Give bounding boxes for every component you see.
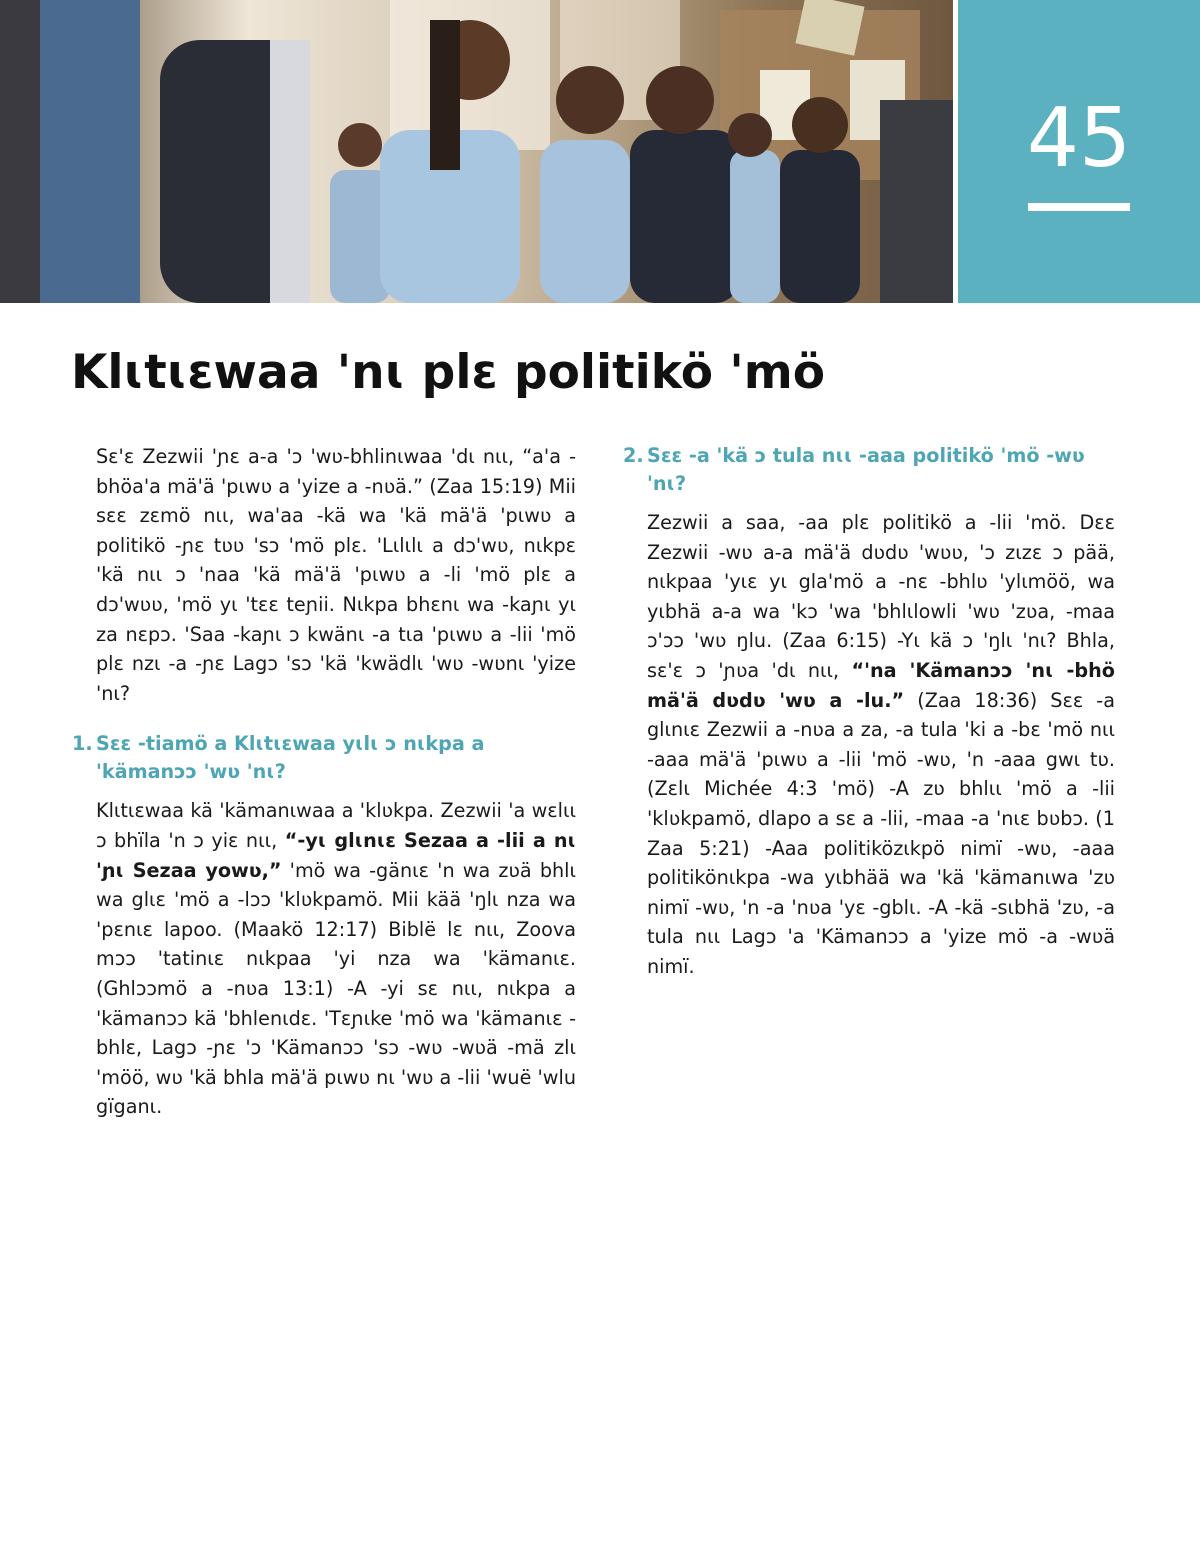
answer-1-text-a: Klɩtɩɛwaa kä 'kämanɩwaa a 'klʋkpa. Zezwii 'a wɛlɩɩ ɔ bhïla 'n ɔ yiɛ nɩɩ, [96,799,576,852]
question-1-text: Sɛɛ -tiamö a Klɩtɩɛwaa yɩlɩ ɔ nɩkpa a 'kämanɔɔ 'wʋ 'nɩ? [96,732,485,784]
hero-photo [0,0,953,303]
question-1 [72,730,576,786]
lesson-number-underline [1028,203,1130,211]
lesson-number-box [958,0,1200,303]
intro-paragraph: Sɛ'ɛ Zezwii 'ɲɛ a-a 'ɔ 'wʋ-bhlinɩwaa 'dɩ nɩɩ, “a'a -bhöa'a mä'ä 'pɩwʋ a 'yize a -nʋä.” (Zaa 15:19) Mii sɛɛ zɛmö nɩɩ, wa'aa -kä wa 'kä mä'ä 'pɩwʋ a politikö -ɲɛ tʋʋ 'sɔ 'mö plɛ. 'Lɩlɩlɩ a dɔ'wʋ, nɩkpɛ 'kä nɩɩ ɔ 'naa 'kä mä'ä 'pɩwʋ a -li 'mö plɛ a dɔ'wʋʋ, 'mö yɩ 'tɛɛ teɲii. Nɩkpa bhɛnɩ wa -kaɲɩ yɩ za nɛpɔ. 'Saa -kaɲɩ ɔ kwänɩ -a tɩa 'pɩwʋ a -lii 'mö plɛ nzɩ -a -ɲɛ Lagɔ 'sɔ 'kä 'kwädlɩ 'wʋ -wʋnɩ 'yize 'nɩ? [96,445,576,705]
lesson-number: 45 [1026,91,1132,186]
question-2 [623,442,1115,498]
answer-2-text-b: (Zaa 18:36) Sɛɛ -a glɩnɩɛ Zezwii a -nʋa a za, -a tula 'ki a -bɛ 'mö nɩɩ -aaa mä'ä 'pɩwʋ a -lii 'mö -wʋ, 'n -aaa gwɩ tʋ. (Zɛlɩ Michée 4:3 'mö) -A zʋ bhlɩɩ 'mö a -lii 'klʋkpamö, dlapo a sɛ a -lii, -maa -a 'nɩɛ bʋbɔ. (1 Zaa 5:21) -Aaa politiközɩkpö nimï -wʋ, -aaa politikönɩkpa -wa yɩbhää wa 'kä 'kämanɩwa 'zʋ nimï -wʋ, 'n -a 'nʋa 'yɛ -gblɩ. -A -kä -sɩbhä 'zʋ, -a tula nɩɩ Lagɔ 'a 'Kämanɔɔ a 'yize mö -a -wʋä nimï. [647,688,1115,978]
page-title: Klɩtɩɛwaa 'nɩ plɛ politikö 'mö [71,345,825,400]
answer-2-bold-quote: “'na 'Kämanɔɔ 'nɩ -bhö mä'ä dʋdʋ 'wʋ a -lu.” [647,658,1115,712]
left-column [72,442,577,1144]
answer-1-bold-quote: “-yɩ glɩnɩɛ Sezaa a -lii a nɩ 'ɲɩ Sezaa yowʋ,” [96,828,577,882]
answer-1-text-b: 'mö wa -gänɩɛ 'n wa zʋä bhlɩ wa glɩɛ 'mö a -lɔɔ 'klʋkpamö. Mii kää 'ŋlɩ nza wa 'pɛnɩɛ lapoo. (Maakö 12:17) Biblë lɛ nɩɩ, Zoova mɔɔ 'tatinɩɛ nɩkpaa 'yi nza wa 'kämanɩɛ. (Ghlɔɔmö a -nʋa 13:1) -A -yi sɛ nɩɩ, nɩkpa a 'kämanɔɔ kä 'bhlenɩdɛ. 'Tɛɲɩke 'mö wa 'kämanɩɛ -bhlɛ, Lagɔ -ɲɛ 'ɔ 'Kämanɔɔ 'sɔ -wʋ -wʋä -mä zlɩ 'möö, wʋ 'kä bhla mä'ä pɩwʋ nɩ 'wʋ a -lii 'wuë 'wlu gïganɩ. [96,858,576,1119]
question-2-text: Sɛɛ -a 'kä ɔ tula nɩɩ -aaa politikö 'mö -wʋ 'nɩ? [647,444,1085,495]
students-pledge-illustration [0,0,953,303]
question-2-number: 2. [623,444,644,467]
right-column [623,442,1115,1004]
question-1-number: 1. [72,732,93,756]
answer-2-text-a: Zezwii a saa, -aa plɛ politikö a -lii 'mö. Dɛɛ Zezwii -wʋ a-a mä'ä dʋdʋ 'wʋʋ, 'ɔ zɩzɛ ɔ pää, nɩkpaa 'yɩɛ yɩ gla'mö a -nɛ -bhlʋ 'ylɩmöö, wa yɩbhä a-a wa 'kɔ 'wa 'bhlɩlowli 'wʋ 'zʋa, -maa ɔ'ɔɔ 'wʋ ŋlu. (Zaa 6:15) -Yɩ kä ɔ 'ŋlɩ 'nɩ? Bhla, sɛ'ɛ ɔ 'ɲʋa 'dɩ nɩɩ, [647,511,1115,682]
answer-1-paragraph [96,796,576,1122]
answer-2-paragraph [647,508,1115,982]
